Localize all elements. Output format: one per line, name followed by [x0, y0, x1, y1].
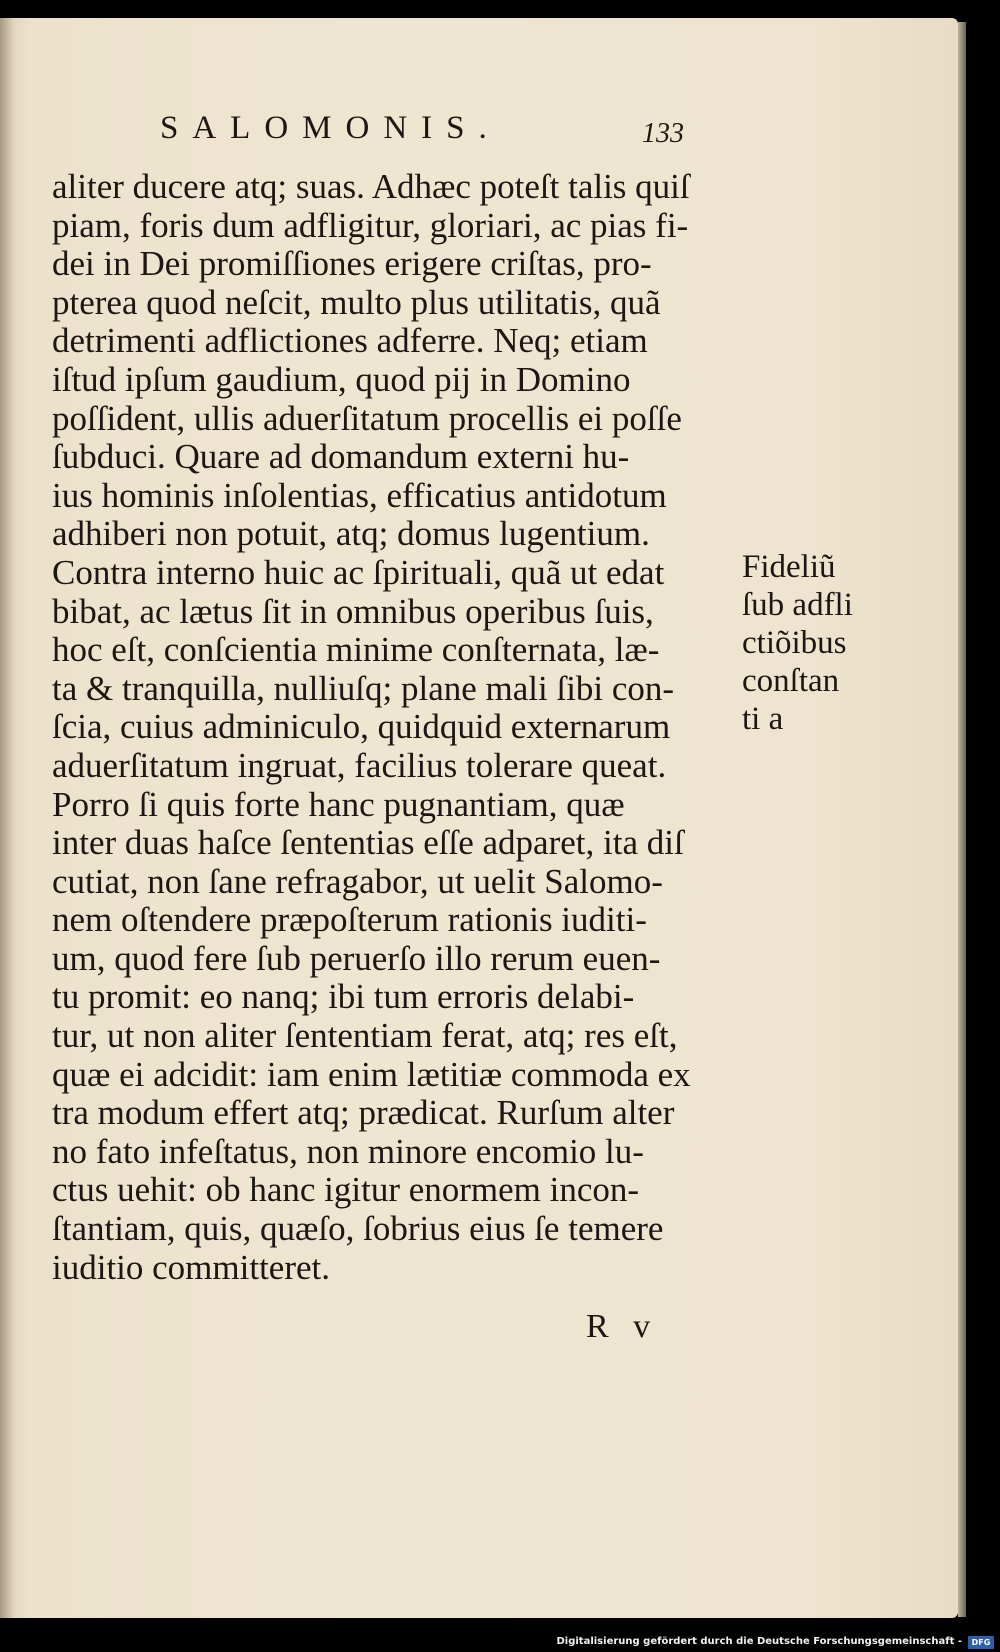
- text-line: poſſident, ullis aduerſitatum procellis ei poſſe: [52, 398, 682, 438]
- text-line: iſtud ipſum gaudium, quod pij in Domino: [52, 359, 631, 399]
- margin-note-line: Fideliũ: [742, 549, 836, 585]
- text-line: bibat, ac lætus ſit in omnibus operibus ſuis,: [52, 591, 654, 631]
- text-line: tur, ut non aliter ſententiam ferat, atq; res eſt,: [52, 1016, 678, 1056]
- margin-note-line: conſtan: [742, 663, 840, 699]
- text-line: ctus uehit: ob hanc igitur enormem incon-: [52, 1170, 640, 1210]
- text-line: quæ ei adcidit: iam enim lætitiæ commoda ex: [52, 1054, 691, 1094]
- text-line: ta & tranquilla, nulliuſq; plane mali ſibi con-: [52, 668, 675, 708]
- body-text: [52, 168, 752, 1287]
- text-line: adhiberi non potuit, atq; domus lugentium.: [52, 514, 650, 554]
- margin-note-line: ſub adfli: [742, 587, 853, 623]
- running-head: SALOMONIS.: [160, 110, 501, 146]
- text-line: aduerſitatum ingruat, facilius tolerare queat.: [52, 745, 667, 785]
- text-line: nem oſtendere præpoſterum rationis iuditi-: [52, 900, 647, 940]
- gutter-shadow: [0, 18, 14, 1618]
- margin-note-line: ctiõibus: [742, 625, 847, 661]
- text-line: Porro ſi quis forte hanc pugnantiam, quæ: [52, 784, 625, 824]
- text-line: tra modum effert atq; prædicat. Rurſum alter: [52, 1093, 675, 1133]
- footer-bar: [0, 1634, 1000, 1652]
- signature-mark: R v: [586, 1308, 651, 1345]
- text-line: cutiat, non ſane refragabor, ut uelit Salomo-: [52, 861, 663, 901]
- text-line: detrimenti adflictiones adferre. Neq; etiam: [52, 321, 648, 361]
- text-line: dei in Dei promiſſiones erigere criſtas, pro-: [52, 244, 652, 284]
- text-line: inter duas haſce ſententias eſſe adparet, ita diſ: [52, 823, 684, 863]
- page-number: 133: [642, 118, 684, 149]
- text-line: piam, foris dum adfligitur, gloriari, ac pias fi-: [52, 205, 689, 245]
- marginal-note: [742, 548, 853, 738]
- text-line: ſtantiam, quis, quæſo, ſobrius eius ſe temere: [52, 1209, 664, 1249]
- text-line: tu promit: eo nanq; ibi tum erroris delabi-: [52, 977, 635, 1017]
- text-line: ſubduci. Quare ad domandum externi hu-: [52, 437, 630, 477]
- text-line: Contra interno huic ac ſpirituali, quã ut edat: [52, 552, 665, 592]
- text-line: um, quod fere ſub peruerſo illo rerum euen-: [52, 938, 661, 978]
- book-page: [0, 18, 958, 1618]
- text-line: aliter ducere atq; suas. Adhæc poteſt talis quiſ: [52, 167, 690, 206]
- margin-note-line: ti a: [742, 701, 784, 737]
- funding-notice: Digitalisierung gefördert durch die Deutsche Forschungsgemeinschaft -: [556, 1636, 962, 1647]
- text-line: ſcia, cuius adminiculo, quidquid externarum: [52, 707, 671, 747]
- text-line: hoc eſt, conſcientia minime conſternata, læ-: [52, 630, 660, 670]
- text-line: pterea quod neſcit, multo plus utilitatis, quã: [52, 282, 661, 322]
- text-line: no fato infeſtatus, non minore encomio lu-: [52, 1131, 644, 1171]
- dfg-logo: DFG: [968, 1636, 994, 1649]
- text-line: iuditio committeret.: [52, 1247, 331, 1287]
- text-line: ius hominis inſolentias, efficatius antidotum: [52, 475, 667, 515]
